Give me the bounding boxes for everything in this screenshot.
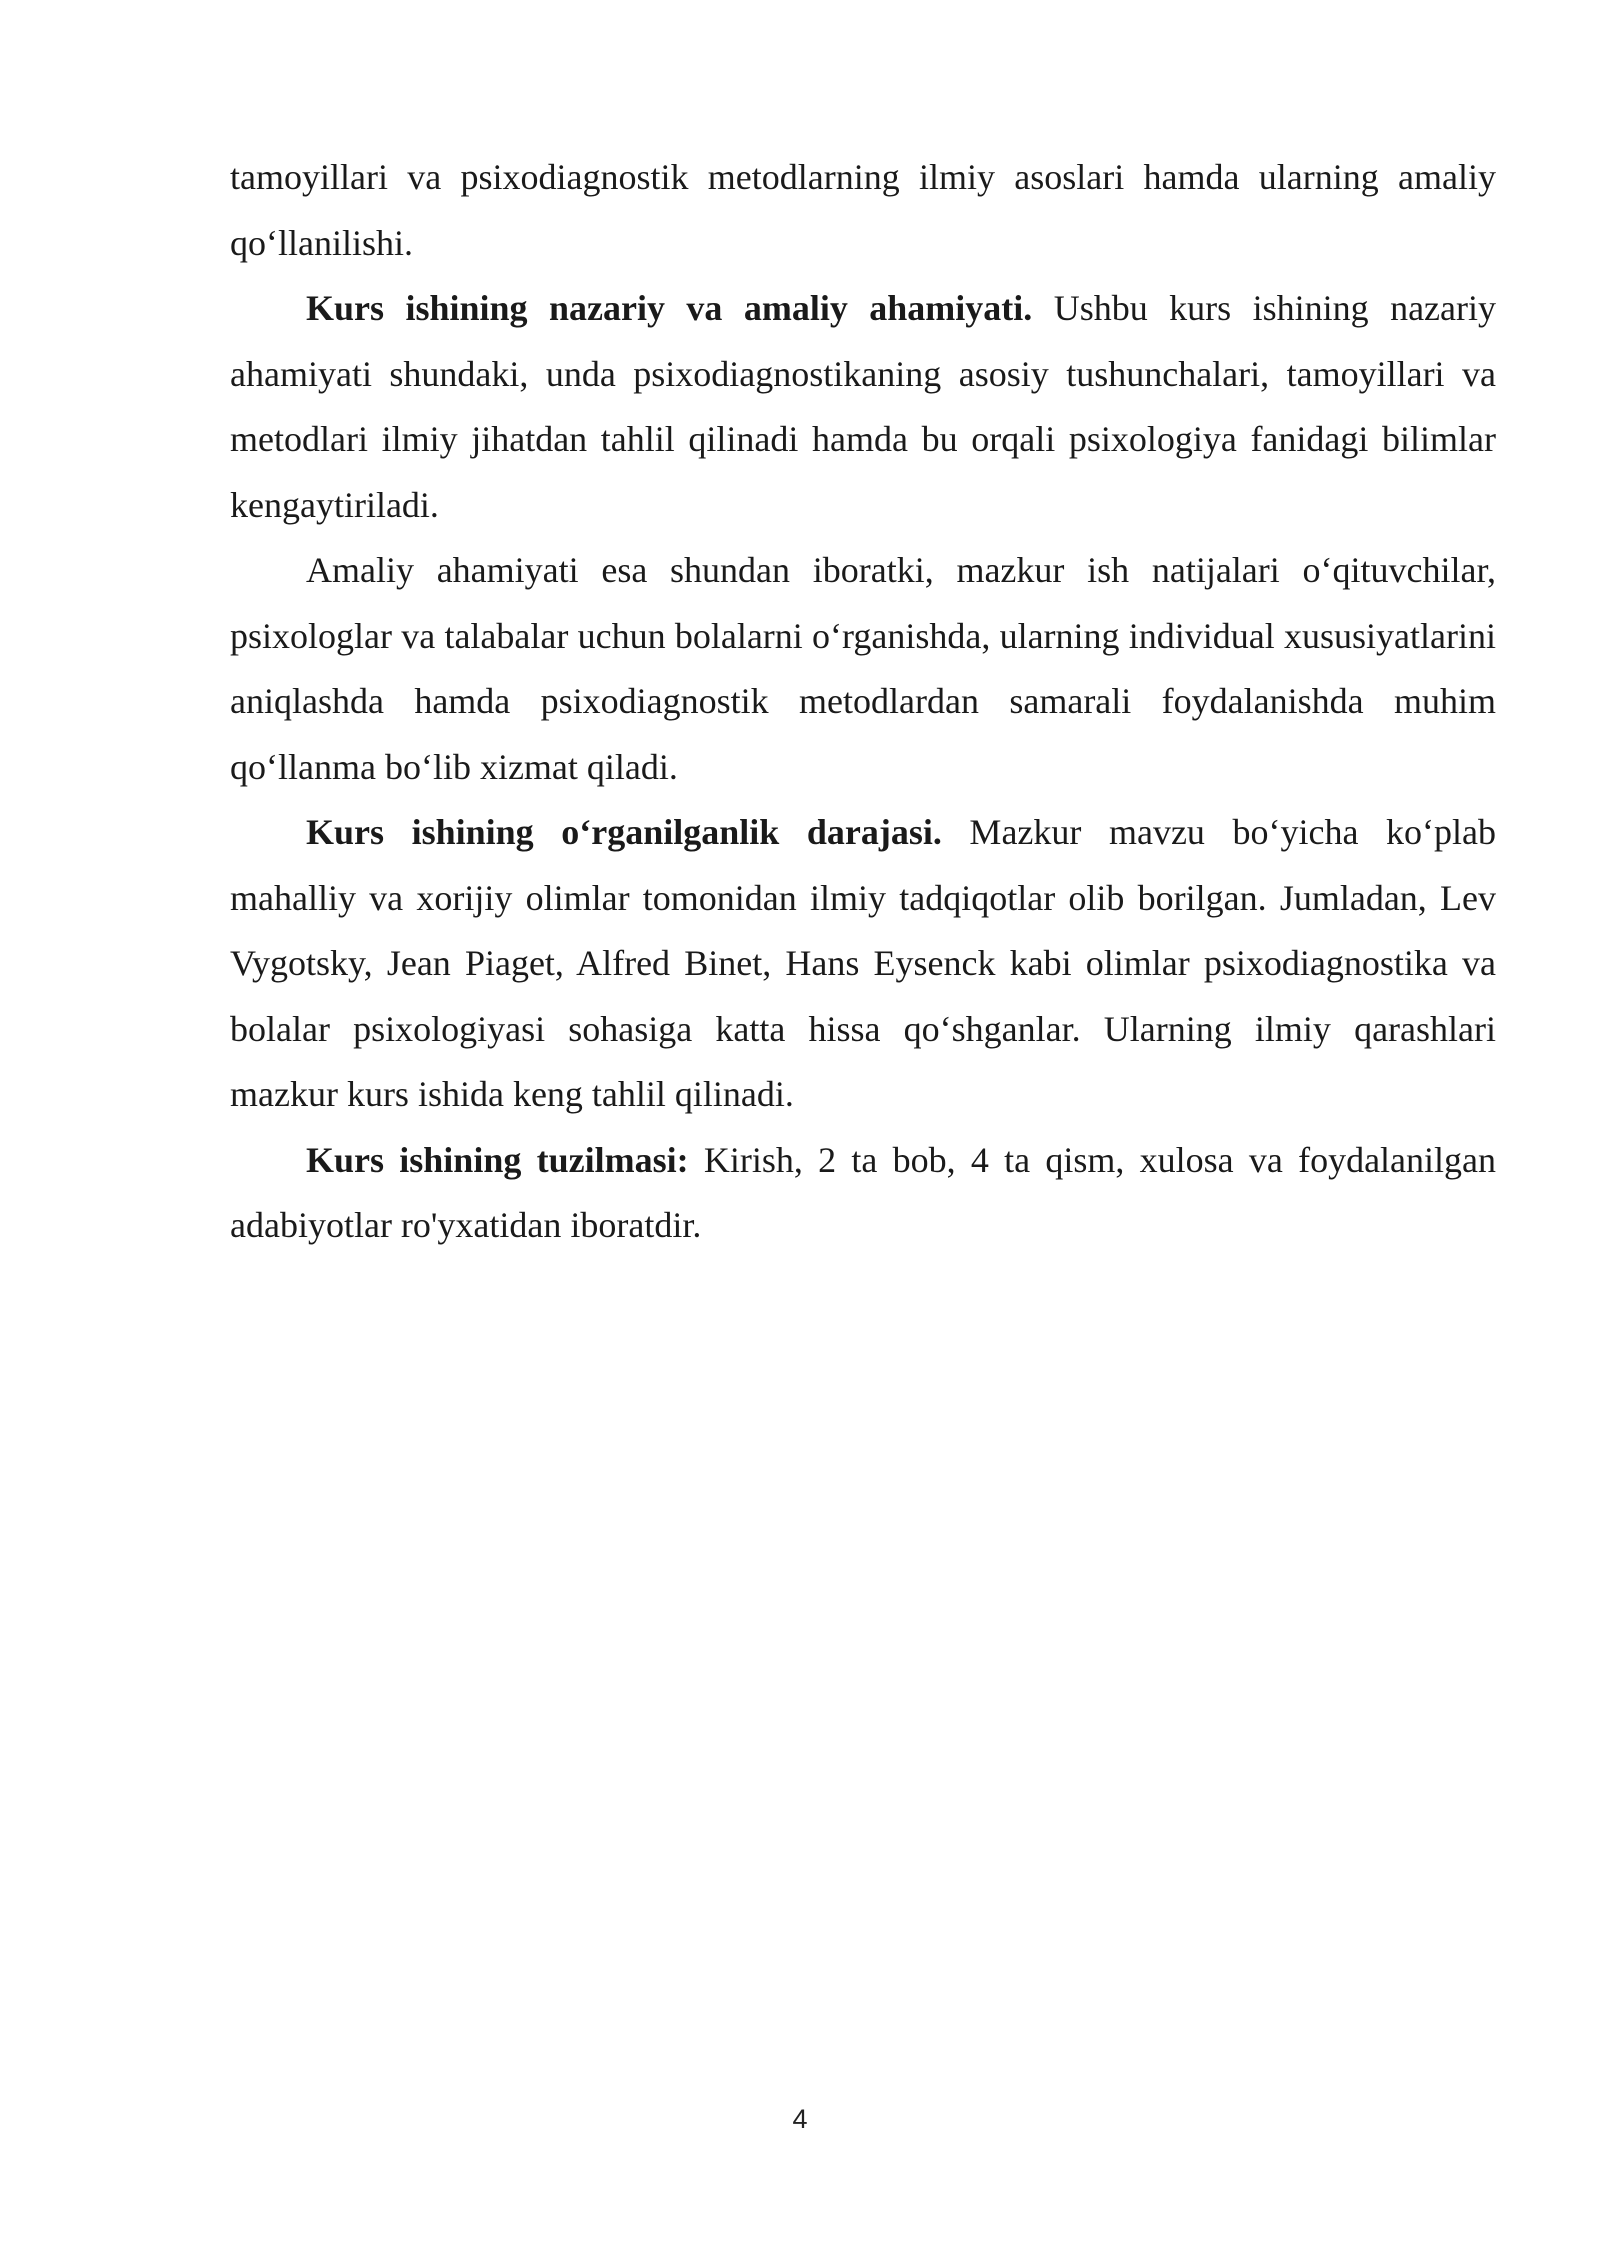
- paragraph-text: Mazkur mavzu bo‘yicha ko‘plab mahalliy va xorijiy olimlar tomonidan ilmiy tadqiqotlar olib borilgan. Jumladan, Lev Vygotsky, Jean Piaget, Alfred Binet, Hans Eysenck kabi olimlar psixodiagnostika va bolalar psixologiyasi sohasiga katta hissa qo‘shganlar. Ularning ilmiy qarashlari mazkur kurs ishida keng tahlil qilinadi.: [230, 812, 1496, 1114]
- paragraph-structure: [230, 1128, 1496, 1259]
- paragraph-text: Kirish, 2 ta bob, 4 ta qism, xulosa va foydalanilgan adabiyotlar ro'yxatidan iboratdir.: [230, 1139, 1497, 1245]
- paragraph-heading: Kurs ishining tuzilmasi:: [306, 1139, 689, 1180]
- document-page: [230, 145, 1496, 1259]
- paragraph-heading: Kurs ishining o‘rganilganlik darajasi.: [306, 812, 942, 852]
- paragraph-text: Ushbu kurs ishining nazariy ahamiyati shundaki, unda psixodiagnostikaning asosiy tushunchalari, tamoyillari va metodlari ilmiy jihatdan tahlil qilinadi hamda bu orqali psixologiya fanidagi bilimlar kengaytiriladi.: [230, 288, 1496, 525]
- paragraph-practical-significance: [230, 538, 1496, 800]
- paragraph-heading: Kurs ishining nazariy va amaliy ahamiyati.: [306, 288, 1033, 328]
- paragraph-significance: [230, 276, 1496, 538]
- paragraph-text: Amaliy ahamiyati esa shundan iboratki, mazkur ish natijalari o‘qituvchilar, psixologlar va talabalar uchun bolalarni o‘rganishda, ularning individual xususiyatlarini aniqlashda hamda psixodiagnostik metodlardan samarali foydalanishda muhim qo‘llanma bo‘lib xizmat qiladi.: [230, 550, 1496, 787]
- paragraph-continuation: [230, 145, 1496, 276]
- paragraph-research-level: [230, 800, 1496, 1128]
- page-number: 4: [792, 2104, 808, 2134]
- paragraph-text: tamoyillari va psixodiagnostik metodlarning ilmiy asoslari hamda ularning amaliy qo‘llanilishi.: [230, 157, 1496, 263]
